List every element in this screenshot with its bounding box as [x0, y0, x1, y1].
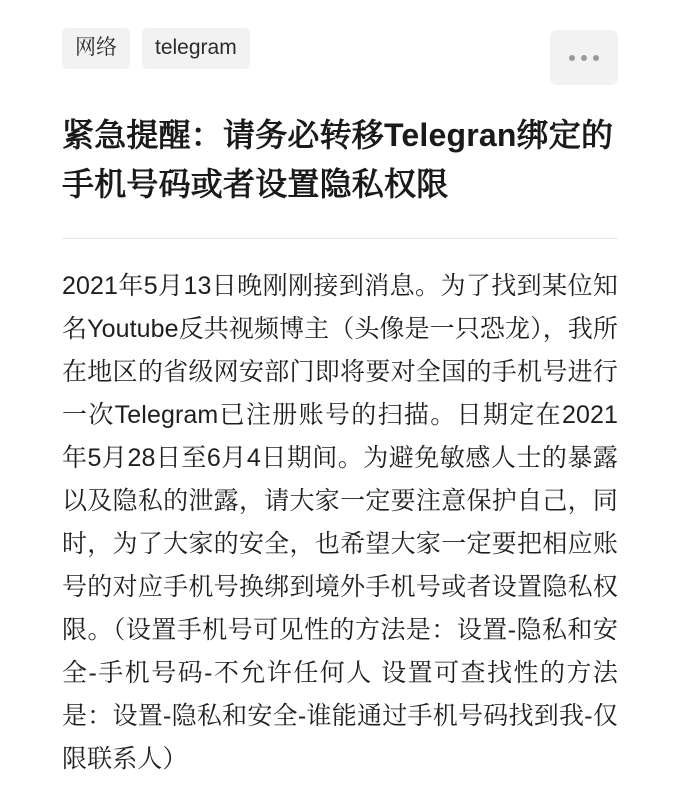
title-divider — [62, 238, 618, 239]
more-dot-icon — [581, 55, 587, 61]
more-dot-icon — [569, 55, 575, 61]
tag-telegram[interactable]: telegram — [142, 28, 250, 69]
more-options-button[interactable] — [550, 30, 618, 85]
more-dot-icon — [593, 55, 599, 61]
tag-list — [62, 28, 250, 69]
tags-row — [62, 28, 618, 85]
tag-network[interactable]: 网络 — [62, 28, 130, 69]
article-body: 2021年5月13日晚刚刚接到消息。为了找到某位知名Youtube反共视频博主（头像是一只恐龙），我所在地区的省级网安部门即将要对全国的手机号进行一次Telegram已注册账号的扫描。日期定在2021年5月28日至6月4日期间。为避免敏感人士的暴露以及隐私的泄露，请大家一定要注意保护自己，同时，为了大家的安全，也希望大家一定要把相应账号的对应手机号换绑到境外手机号或者设置隐私权限。（设置手机号可见性的方法是：设置-隐私和安全-手机号码-不允许任何人 设置可查找性的方法是：设置-隐私和安全-谁能通过手机号码找到我-仅限联系人） — [62, 272, 618, 774]
article-title: 紧急提醒：请务必转移Telegran绑定的手机号码或者设置隐私权限 — [62, 117, 614, 202]
